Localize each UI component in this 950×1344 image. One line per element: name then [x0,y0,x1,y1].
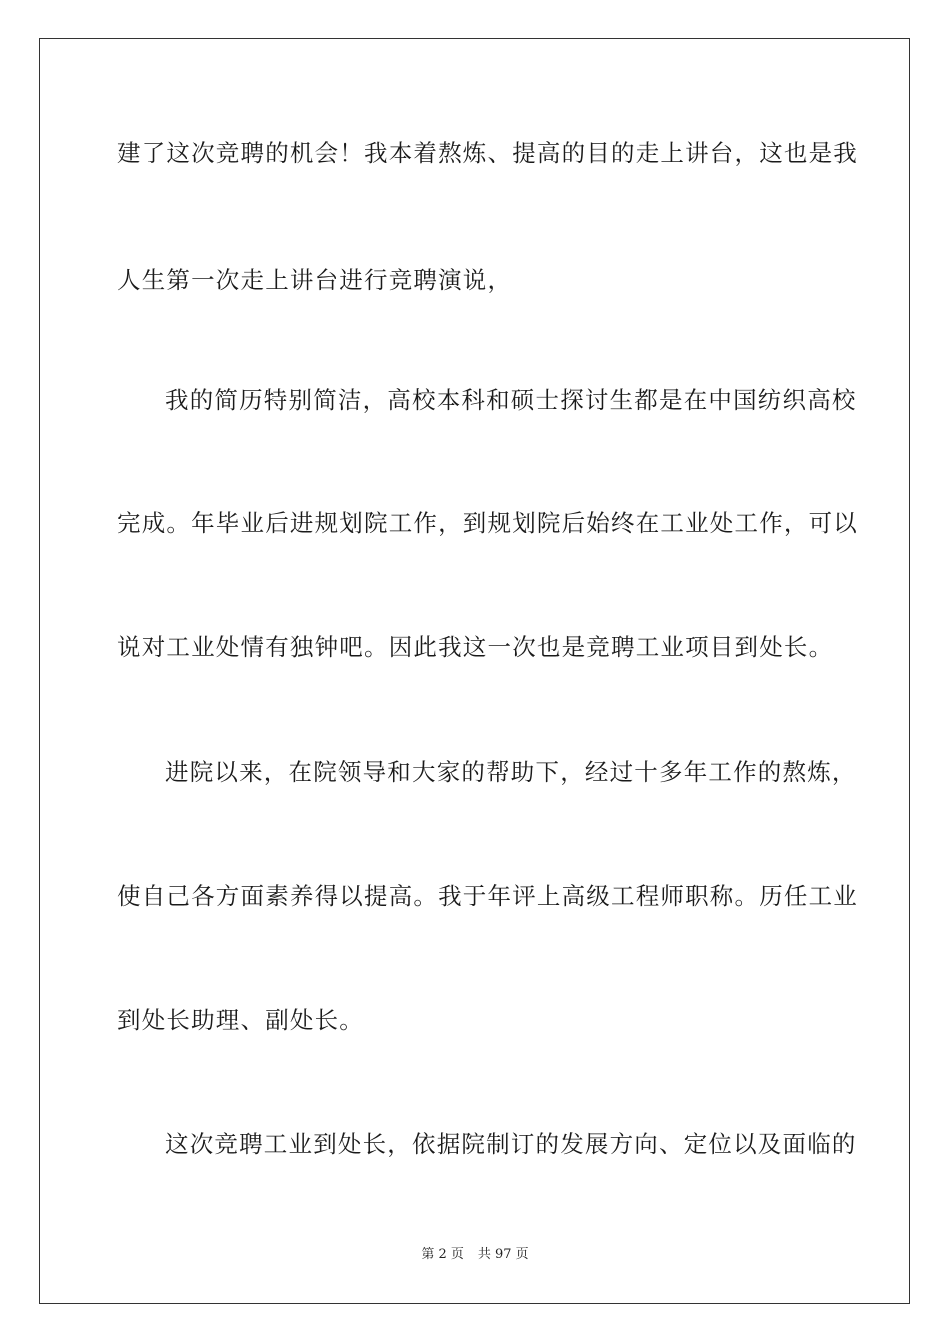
body-line-9: 这次竞聘工业到处长，依据院制订的发展方向、定位以及面临的 [165,1130,857,1158]
page-frame [39,38,910,1304]
body-line-3: 我的简历特别简洁，高校本科和硕士探讨生都是在中国纺织高校 [165,386,857,414]
body-line-1: 建了这次竞聘的机会！我本着熬炼、提高的目的走上讲台，这也是我 [117,139,858,167]
body-line-5: 说对工业处情有独钟吧。因此我这一次也是竞聘工业项目到处长。 [117,633,834,661]
body-line-4: 完成。年毕业后进规划院工作，到规划院后始终在工业处工作，可以 [117,509,858,537]
body-line-7: 使自己各方面素养得以提高。我于年评上高级工程师职称。历任工业 [117,882,858,910]
page-total: 共 97 页 [477,1247,529,1262]
body-line-2: 人生第一次走上讲台进行竞聘演说， [117,266,513,294]
body-line-8: 到处长助理、副处长。 [117,1006,364,1034]
page-number: 第 2 页 [421,1247,464,1262]
body-line-6: 进院以来，在院领导和大家的帮助下，经过十多年工作的熬炼， [165,758,857,786]
page-footer [0,1246,950,1264]
